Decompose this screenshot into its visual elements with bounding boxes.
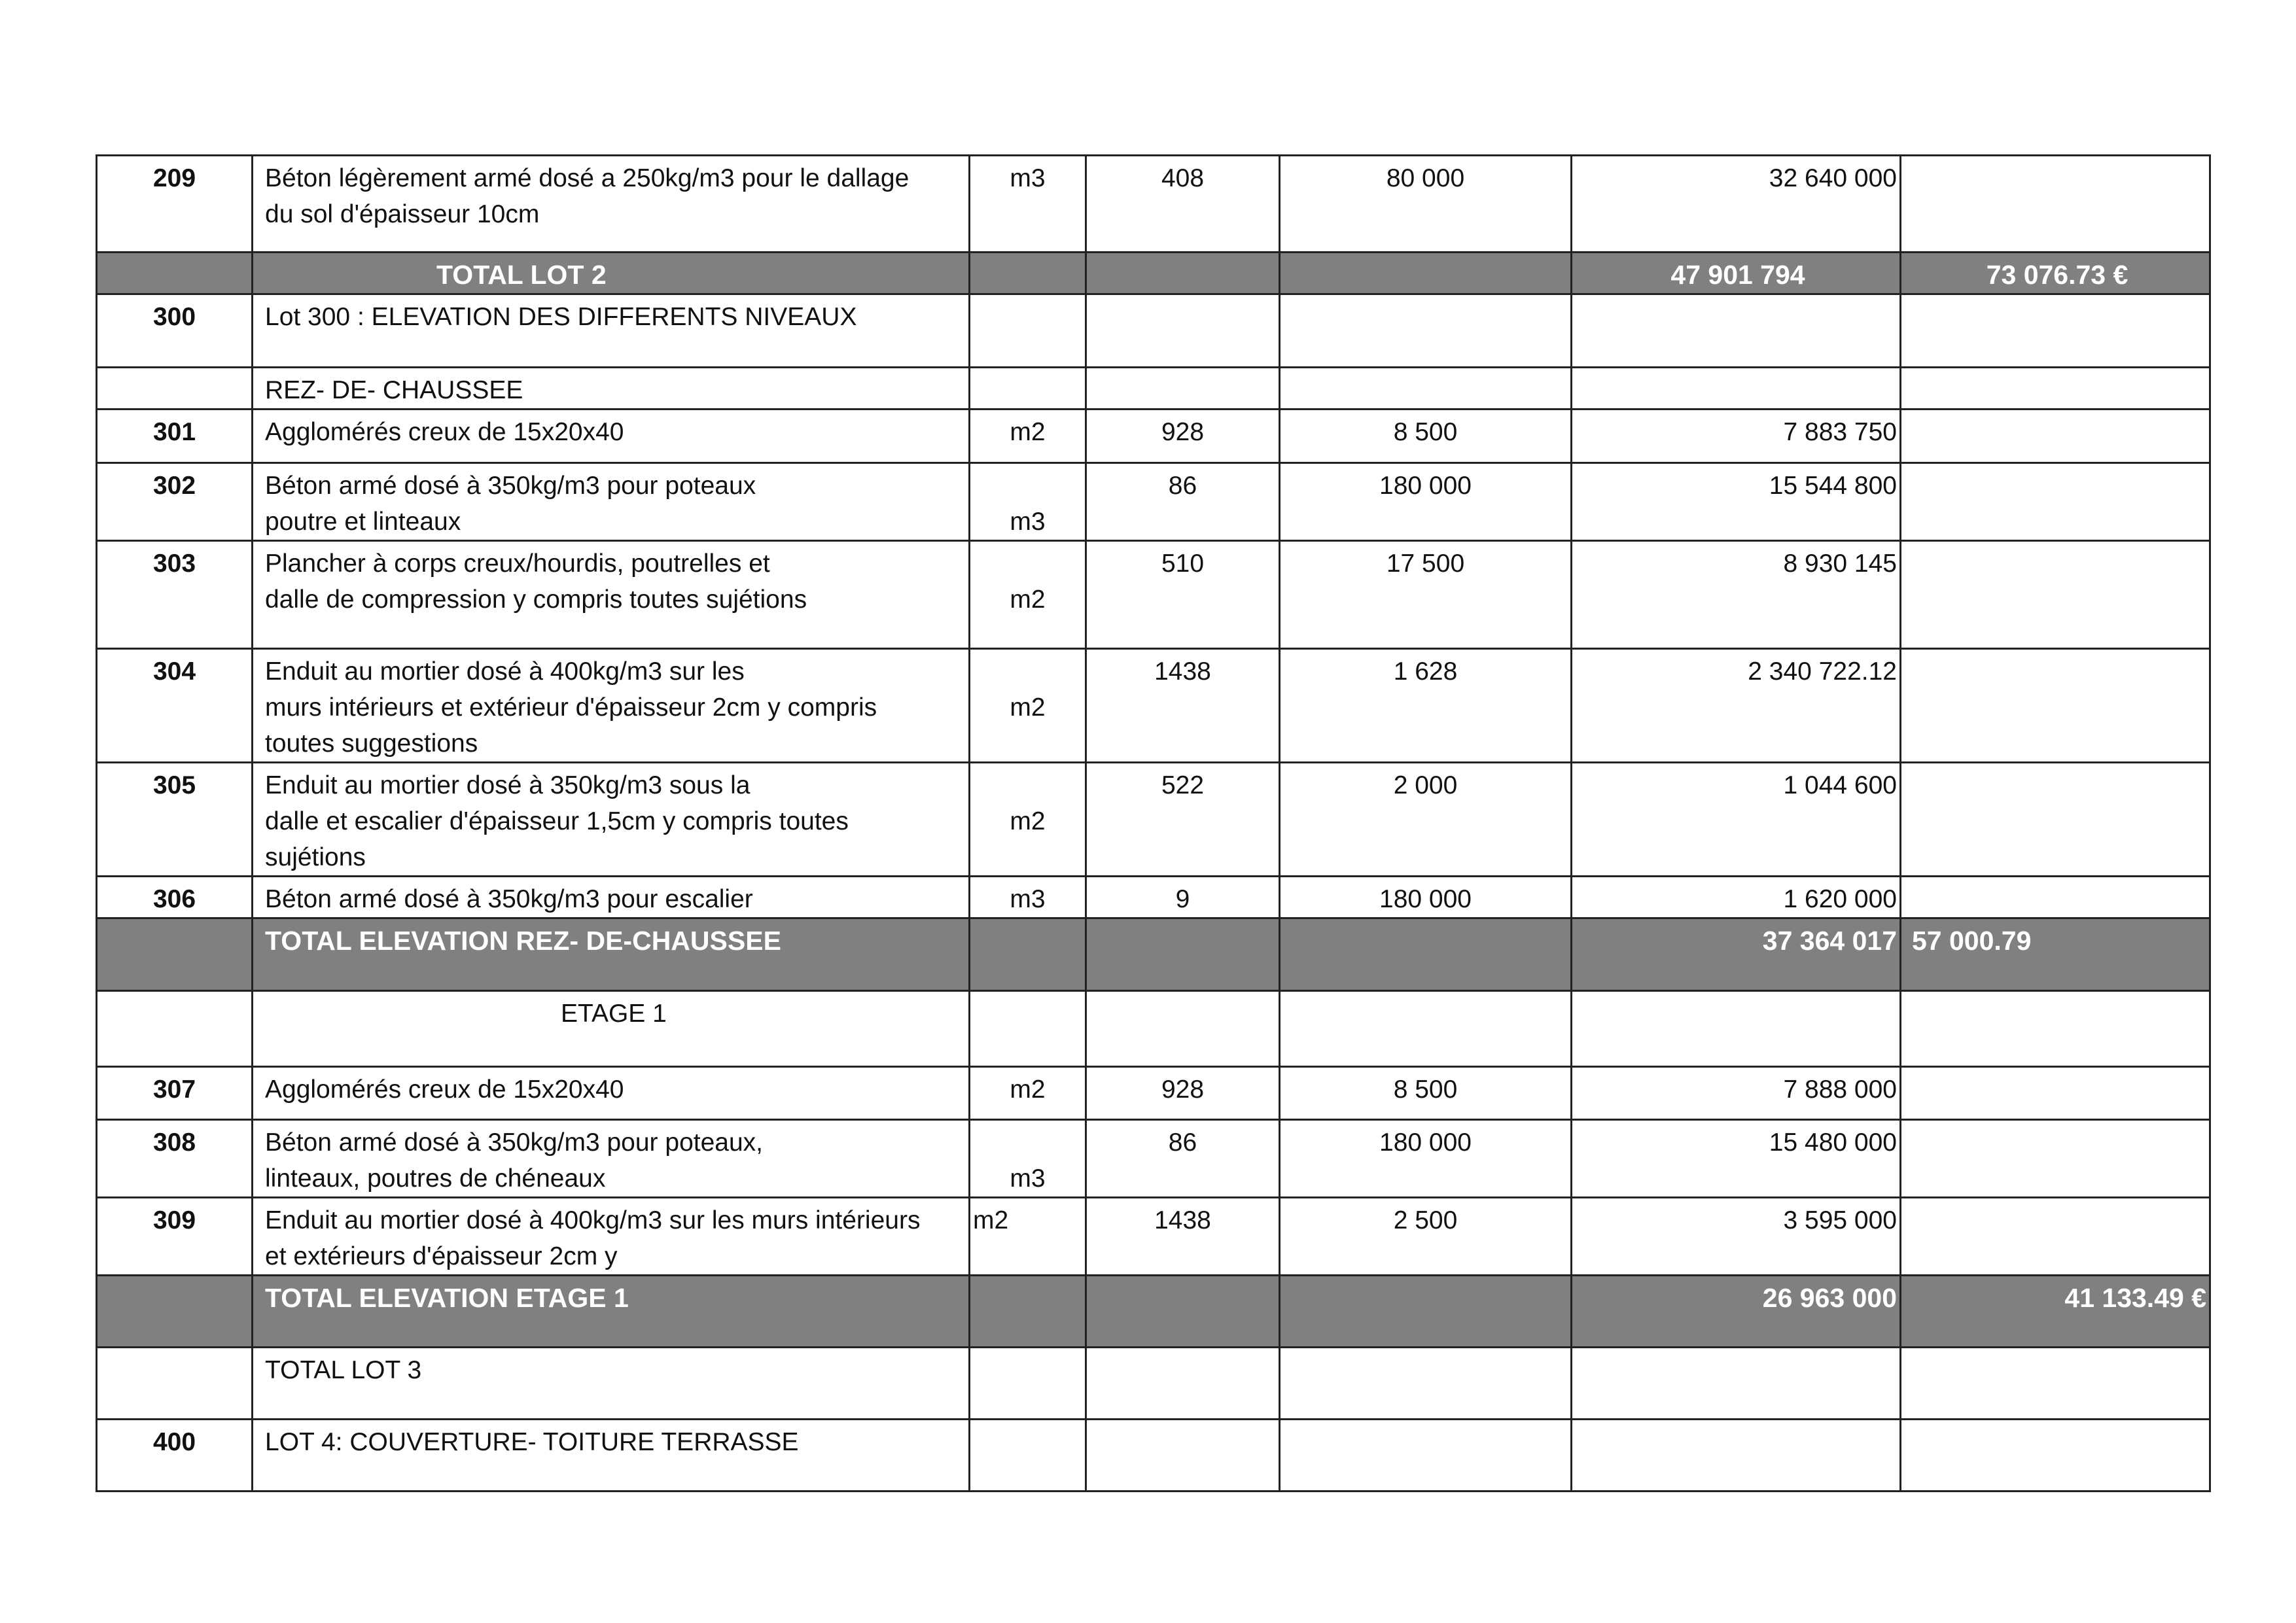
item-amount <box>1572 1420 1901 1492</box>
item-description: Agglomérés creux de 15x20x40 <box>253 410 970 463</box>
item-unit: m2 <box>970 410 1086 463</box>
item-quantity <box>1086 1348 1280 1420</box>
item-unit: m2 <box>970 649 1086 763</box>
item-number: 300 <box>97 294 253 368</box>
item-unit-price <box>1280 1276 1572 1348</box>
table-row <box>97 1067 2210 1120</box>
item-amount <box>1572 368 1901 410</box>
item-amount: 32 640 000 <box>1572 156 1901 253</box>
item-unit-price: 80 000 <box>1280 156 1572 253</box>
total-amount: 47 901 794 <box>1572 253 1901 294</box>
total-label: TOTAL ELEVATION ETAGE 1 <box>253 1276 970 1348</box>
item-unit: m2 <box>970 1067 1086 1120</box>
table-row <box>97 991 2210 1067</box>
item-unit-price: 8 500 <box>1280 1067 1572 1120</box>
item-number: 308 <box>97 1120 253 1198</box>
item-euro-amount <box>1901 877 2210 918</box>
item-unit <box>970 368 1086 410</box>
item-unit <box>970 1348 1086 1420</box>
item-unit-price: 1 628 <box>1280 649 1572 763</box>
item-euro-amount <box>1901 541 2210 649</box>
item-euro-amount <box>1901 991 2210 1067</box>
total-euro-amount: 57 000.79 <box>1901 918 2210 991</box>
total-row <box>97 253 2210 294</box>
item-unit <box>970 1276 1086 1348</box>
item-number <box>97 918 253 991</box>
item-unit-price <box>1280 253 1572 294</box>
item-quantity: 510 <box>1086 541 1280 649</box>
total-euro-amount: 73 076.73 € <box>1901 253 2210 294</box>
item-euro-amount <box>1901 649 2210 763</box>
item-unit-price: 180 000 <box>1280 877 1572 918</box>
item-unit: m3 <box>970 1120 1086 1198</box>
table-row <box>97 410 2210 463</box>
item-euro-amount <box>1901 1067 2210 1120</box>
item-number <box>97 1276 253 1348</box>
item-description: Béton armé dosé à 350kg/m3 pour escalier <box>253 877 970 918</box>
item-unit: m2 <box>970 1198 1086 1276</box>
item-quantity <box>1086 991 1280 1067</box>
table-row <box>97 1348 2210 1420</box>
item-description: Agglomérés creux de 15x20x40 <box>253 1067 970 1120</box>
item-unit-price <box>1280 368 1572 410</box>
item-quantity: 928 <box>1086 410 1280 463</box>
item-number: 301 <box>97 410 253 463</box>
item-unit-price <box>1280 1420 1572 1492</box>
table-row <box>97 541 2210 649</box>
item-quantity <box>1086 253 1280 294</box>
item-quantity: 1438 <box>1086 649 1280 763</box>
item-number: 400 <box>97 1420 253 1492</box>
total-label: TOTAL LOT 2 <box>253 253 970 294</box>
item-unit-price: 180 000 <box>1280 463 1572 541</box>
item-amount: 15 544 800 <box>1572 463 1901 541</box>
total-label: TOTAL ELEVATION REZ- DE-CHAUSSEE <box>253 918 970 991</box>
section-heading: REZ- DE- CHAUSSEE <box>253 368 970 410</box>
item-number: 209 <box>97 156 253 253</box>
item-quantity: 928 <box>1086 1067 1280 1120</box>
item-unit: m2 <box>970 763 1086 877</box>
item-unit-price: 180 000 <box>1280 1120 1572 1198</box>
table-row <box>97 763 2210 877</box>
table-row <box>97 463 2210 541</box>
item-amount: 8 930 145 <box>1572 541 1901 649</box>
table-row <box>97 877 2210 918</box>
item-unit <box>970 253 1086 294</box>
item-amount: 3 595 000 <box>1572 1198 1901 1276</box>
item-amount <box>1572 294 1901 368</box>
table-row <box>97 1120 2210 1198</box>
item-amount: 2 340 722.12 <box>1572 649 1901 763</box>
item-unit <box>970 1420 1086 1492</box>
item-quantity: 1438 <box>1086 1198 1280 1276</box>
total-amount: 26 963 000 <box>1572 1276 1901 1348</box>
item-quantity: 9 <box>1086 877 1280 918</box>
item-amount <box>1572 1348 1901 1420</box>
item-euro-amount <box>1901 294 2210 368</box>
total-amount: 37 364 017 <box>1572 918 1901 991</box>
item-quantity <box>1086 1420 1280 1492</box>
item-unit <box>970 294 1086 368</box>
item-euro-amount <box>1901 410 2210 463</box>
table-row <box>97 368 2210 410</box>
table-row <box>97 156 2210 253</box>
item-euro-amount <box>1901 1420 2210 1492</box>
item-description: Lot 300 : ELEVATION DES DIFFERENTS NIVEAUX <box>253 294 970 368</box>
item-unit: m3 <box>970 463 1086 541</box>
item-description: Plancher à corps creux/hourdis, poutrelles et dalle de compression y compris toutes sujétions <box>253 541 970 649</box>
item-description: TOTAL LOT 3 <box>253 1348 970 1420</box>
total-row <box>97 1276 2210 1348</box>
item-unit-price: 8 500 <box>1280 410 1572 463</box>
item-unit-price <box>1280 918 1572 991</box>
item-unit: m2 <box>970 541 1086 649</box>
item-unit-price <box>1280 1348 1572 1420</box>
item-euro-amount <box>1901 763 2210 877</box>
item-quantity: 86 <box>1086 463 1280 541</box>
item-quantity <box>1086 368 1280 410</box>
table-row <box>97 294 2210 368</box>
item-number <box>97 991 253 1067</box>
section-heading: ETAGE 1 <box>253 991 970 1067</box>
total-euro-amount: 41 133.49 € <box>1901 1276 2210 1348</box>
item-number: 302 <box>97 463 253 541</box>
item-quantity: 86 <box>1086 1120 1280 1198</box>
item-description: Enduit au mortier dosé à 400kg/m3 sur les murs intérieurs et extérieur d'épaisseur 2cm y compris toutes suggestions <box>253 649 970 763</box>
item-amount: 7 883 750 <box>1572 410 1901 463</box>
item-unit-price: 2 000 <box>1280 763 1572 877</box>
item-description: Béton légèrement armé dosé a 250kg/m3 pour le dallage du sol d'épaisseur 10cm <box>253 156 970 253</box>
item-number: 303 <box>97 541 253 649</box>
item-euro-amount <box>1901 1120 2210 1198</box>
item-amount <box>1572 991 1901 1067</box>
item-number <box>97 1348 253 1420</box>
item-number <box>97 253 253 294</box>
item-quantity: 408 <box>1086 156 1280 253</box>
item-number: 306 <box>97 877 253 918</box>
item-unit-price <box>1280 294 1572 368</box>
item-description: Béton armé dosé à 350kg/m3 pour poteaux poutre et linteaux <box>253 463 970 541</box>
item-number: 309 <box>97 1198 253 1276</box>
table-row <box>97 649 2210 763</box>
item-euro-amount <box>1901 156 2210 253</box>
item-euro-amount <box>1901 368 2210 410</box>
item-unit: m3 <box>970 877 1086 918</box>
item-quantity <box>1086 294 1280 368</box>
item-number: 307 <box>97 1067 253 1120</box>
table-row <box>97 1420 2210 1492</box>
table-row <box>97 1198 2210 1276</box>
item-amount: 1 620 000 <box>1572 877 1901 918</box>
item-euro-amount <box>1901 1348 2210 1420</box>
item-unit-price: 17 500 <box>1280 541 1572 649</box>
item-unit: m3 <box>970 156 1086 253</box>
item-quantity <box>1086 918 1280 991</box>
item-description: Enduit au mortier dosé à 350kg/m3 sous la dalle et escalier d'épaisseur 1,5cm y compris toutes sujétions <box>253 763 970 877</box>
item-description: Enduit au mortier dosé à 400kg/m3 sur les murs intérieurs et extérieurs d'épaisseur 2cm y <box>253 1198 970 1276</box>
item-unit <box>970 918 1086 991</box>
item-amount: 15 480 000 <box>1572 1120 1901 1198</box>
item-description: LOT 4: COUVERTURE- TOITURE TERRASSE <box>253 1420 970 1492</box>
item-unit <box>970 991 1086 1067</box>
total-row <box>97 918 2210 991</box>
item-euro-amount <box>1901 1198 2210 1276</box>
item-quantity: 522 <box>1086 763 1280 877</box>
item-amount: 7 888 000 <box>1572 1067 1901 1120</box>
item-number <box>97 368 253 410</box>
item-description: Béton armé dosé à 350kg/m3 pour poteaux, linteaux, poutres de chéneaux <box>253 1120 970 1198</box>
item-number: 305 <box>97 763 253 877</box>
item-euro-amount <box>1901 463 2210 541</box>
item-unit-price <box>1280 991 1572 1067</box>
item-amount: 1 044 600 <box>1572 763 1901 877</box>
item-unit-price: 2 500 <box>1280 1198 1572 1276</box>
item-number: 304 <box>97 649 253 763</box>
quantity-estimate-table <box>96 154 2211 1492</box>
item-quantity <box>1086 1276 1280 1348</box>
